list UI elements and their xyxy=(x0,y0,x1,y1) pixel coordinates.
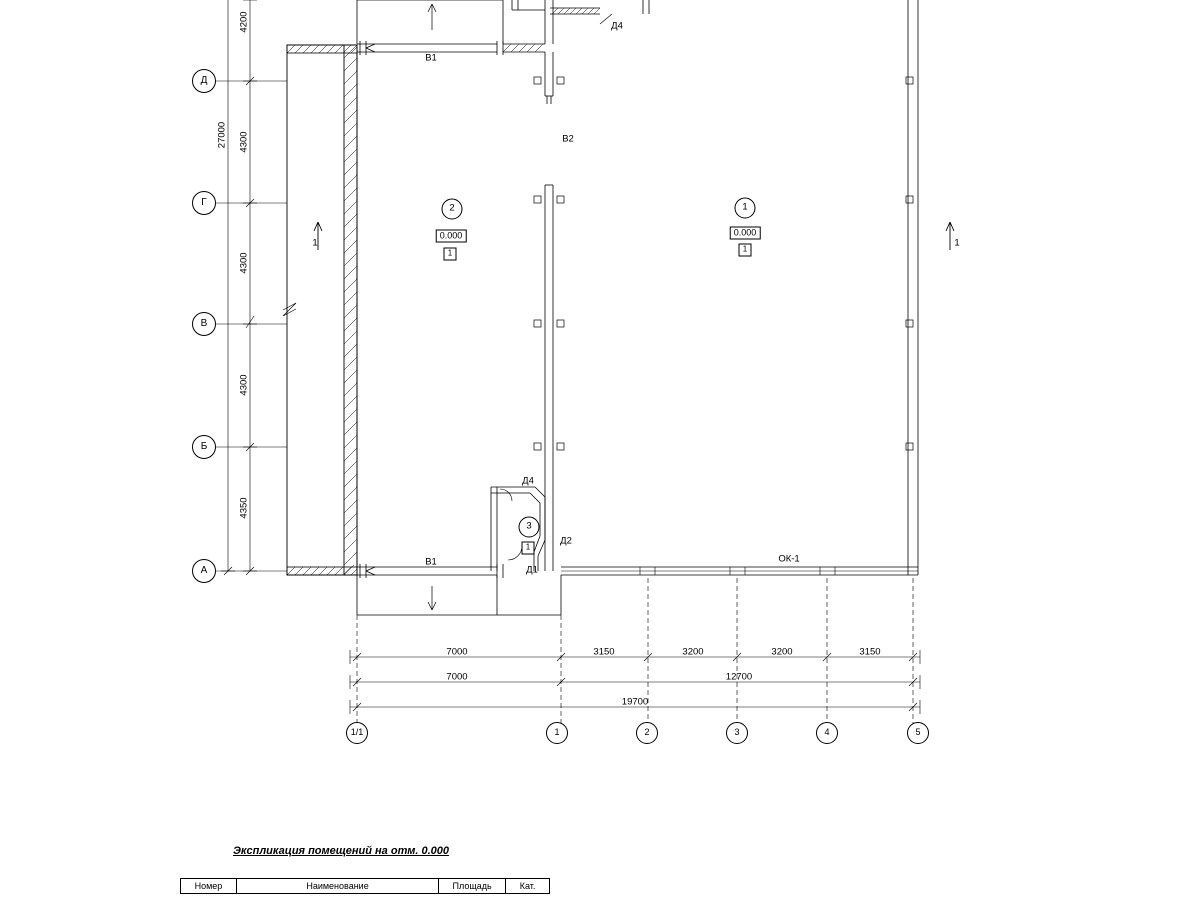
grid-bubble-number-1: 1 xyxy=(546,722,568,744)
floor-symbol-room-2: 1 xyxy=(444,248,457,261)
floor-symbol-room-3: 1 xyxy=(522,542,535,555)
wall-label-b2: В2 xyxy=(562,133,574,145)
grid-bubble-letter-b: Б xyxy=(192,435,216,459)
level-mark-room-2: 0.000 xyxy=(436,230,467,243)
table-header-area: Площадь xyxy=(439,879,506,894)
dim-horizontal-3150-a: 3150 xyxy=(593,646,615,658)
grid-bubble-letter-a: А xyxy=(192,559,216,583)
table-header-category: Кат. xyxy=(506,879,550,894)
dim-horizontal-total: 19700 xyxy=(621,696,649,708)
wall-label-b1-bottom: В1 xyxy=(425,556,437,568)
dim-vertical-4300-1: 4300 xyxy=(238,131,250,153)
grid-bubble-number-3: 3 xyxy=(726,722,748,744)
explication-table xyxy=(180,878,550,894)
door-label-d4: Д4 xyxy=(522,475,534,487)
door-label-d1: Д1 xyxy=(526,564,538,576)
grid-bubble-letter-g: Г xyxy=(192,191,216,215)
grid-bubble-number-5: 5 xyxy=(907,722,929,744)
window-label-ok-1: ОК-1 xyxy=(778,553,800,565)
dim-horizontal-3200-b: 3200 xyxy=(771,646,793,658)
section-mark-left: 1 xyxy=(312,237,318,249)
grid-bubble-number-1-1: 1/1 xyxy=(346,722,368,744)
room-tag-2: 2 xyxy=(442,199,463,220)
grid-bubble-number-4: 4 xyxy=(816,722,838,744)
door-label-d4-top: Д4 xyxy=(611,20,623,32)
dim-vertical-4300-3: 4300 xyxy=(238,374,250,396)
grid-bubble-letter-d: Д xyxy=(192,69,216,93)
grid-bubble-letter-v: В xyxy=(192,312,216,336)
grid-bubble-number-2: 2 xyxy=(636,722,658,744)
dim-vertical-4350: 4350 xyxy=(238,497,250,519)
dim-horizontal-7000-a: 7000 xyxy=(446,646,468,658)
door-label-d2: Д2 xyxy=(560,535,572,547)
level-mark-room-1: 0.000 xyxy=(730,227,761,240)
dim-horizontal-7000-b: 7000 xyxy=(446,671,468,683)
table-header-row xyxy=(181,879,550,894)
dim-vertical-total: 27000 xyxy=(216,121,228,149)
dim-vertical-4300-2: 4300 xyxy=(238,252,250,274)
explication-title: Экспликация помещений на отм. 0.000 xyxy=(233,845,449,857)
dim-horizontal-12700: 12700 xyxy=(725,671,753,683)
section-mark-right: 1 xyxy=(954,237,960,249)
room-tag-1: 1 xyxy=(735,198,756,219)
table-header-number: Номер xyxy=(181,879,237,894)
dim-horizontal-3200-a: 3200 xyxy=(682,646,704,658)
dim-vertical-4200: 4200 xyxy=(238,11,250,33)
room-tag-3: 3 xyxy=(519,517,540,538)
dim-horizontal-3150-b: 3150 xyxy=(859,646,881,658)
table-header-name: Наименование xyxy=(236,879,438,894)
floor-symbol-room-1: 1 xyxy=(739,244,752,257)
wall-label-b1-top: В1 xyxy=(425,52,437,64)
